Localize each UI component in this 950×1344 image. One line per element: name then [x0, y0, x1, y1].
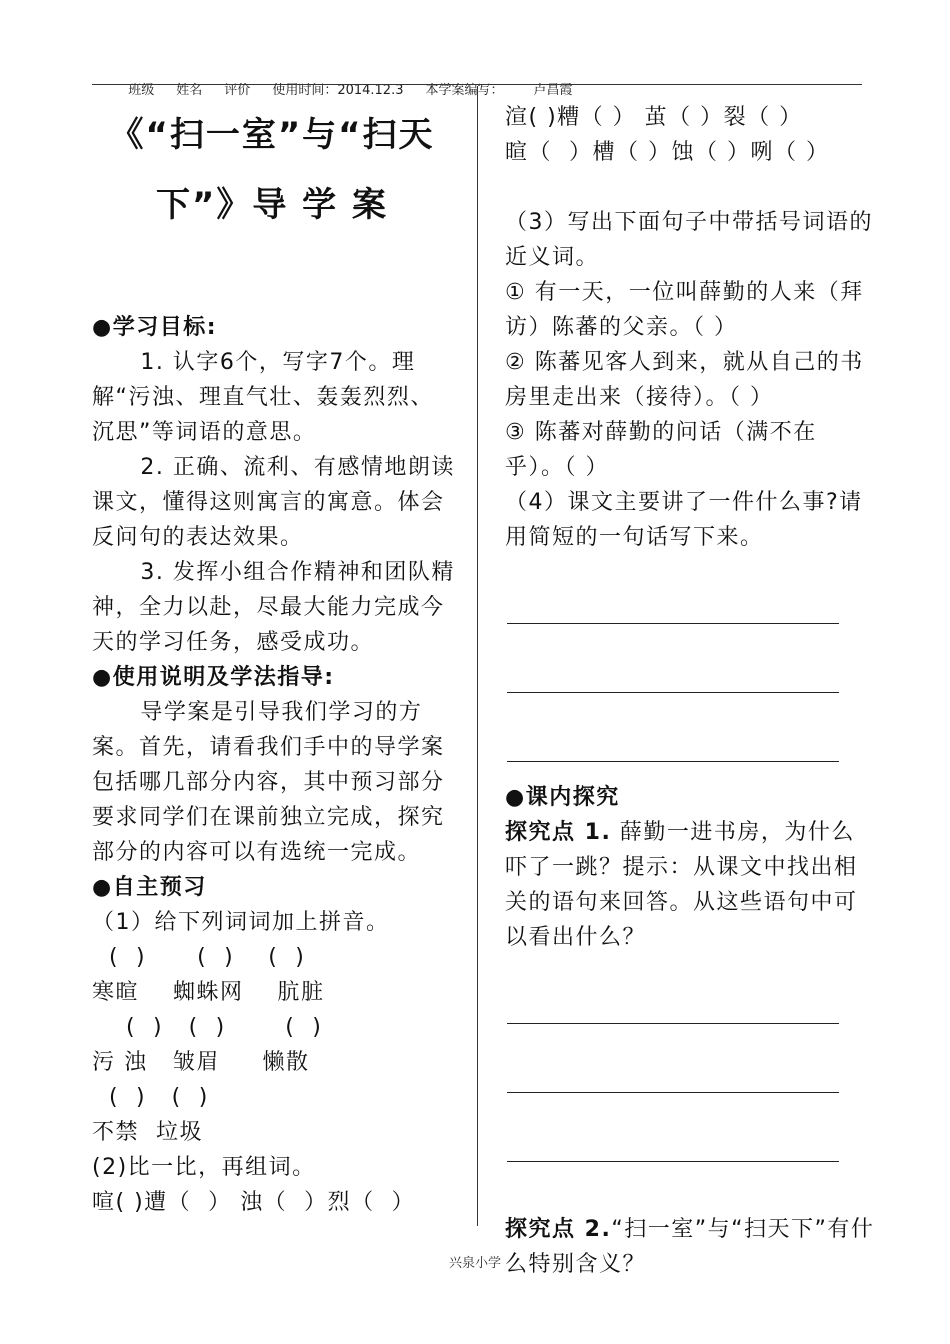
author-name: 卢昌霞 — [533, 83, 573, 98]
usage-date: 使用时间：2014.12.3 — [272, 83, 404, 98]
preview-heading: ●自主预习 — [92, 875, 207, 900]
goal-item-2: 2. 正确、流利、有感情地朗读课文，懂得这则寓言的寓意。体会反问句的表达效果。 — [92, 455, 455, 550]
left-column — [92, 100, 457, 1220]
explore-point-2 — [505, 1212, 875, 1282]
question-3-item-3: ③ 陈蕃对薛勤的问话（满不在乎）。（ ） — [505, 420, 817, 480]
preview-question-2: (2)比一比，再组词。 — [92, 1155, 316, 1180]
question-3-item-1: ① 有一天，一位叫薛勤的人来（拜访）陈蕃的父亲。（ ） — [505, 280, 864, 340]
goal-item-3: 3. 发挥小组合作精神和团队精神，全力以赴，尽最大能力完成今天的学习任务，感受成功。 — [92, 560, 455, 655]
title-line-2: 下”》导 学 案 — [155, 185, 389, 225]
footer-school: 兴泉小学 — [448, 1256, 501, 1271]
page-header — [120, 64, 880, 98]
compare-row-3: 暄（ ）槽（ ）蚀（ ）咧（ ） — [505, 140, 830, 165]
words-row-2: 污 浊 皱眉 懒散 — [92, 1050, 310, 1075]
right-column — [505, 100, 875, 1282]
guide-heading: ●使用说明及学法指导: — [92, 665, 335, 690]
explore-heading: ●课内探究 — [505, 785, 620, 810]
explore-point-1-text: 薛勤一进书房，为什么吓了一跳？提示：从课文中找出相关的语句来回答。从这些语句中可以看出什么？ — [505, 820, 858, 950]
author-label: 本学案编写： — [425, 83, 504, 98]
explore-point-1-label: 探究点 1. — [505, 820, 612, 845]
pinyin-blanks-row-1: ( ) ( ) ( ) — [92, 945, 306, 970]
words-row-3: 不禁 垃圾 — [92, 1120, 203, 1145]
question-3-prompt: （3）写出下面句子中带括号词语的近义词。 — [505, 210, 873, 270]
question-3-item-2: ② 陈蕃见客人到来，就从自己的书房里走出来（接待）。（ ） — [505, 350, 864, 410]
preview-question-1: （1）给下列词词加上拼音。 — [92, 910, 390, 935]
page-title — [102, 100, 442, 240]
guide-text: 导学案是引导我们学习的方案。首先，请看我们手中的导学案包括哪几部分内容，其中预习部分要求同学们在课前独立完成，探究部分的内容可以有选统一完成。 — [92, 700, 445, 865]
goal-item-1: 1. 认字6个，写字7个。理解“污浊、理直气壮、轰轰烈烈、沉思”等词语的意思。 — [92, 350, 434, 445]
title-line-1: 《“扫一室”与“扫天 — [109, 115, 435, 155]
pinyin-blanks-row-2: ( ) ( ) ( ) — [92, 1015, 323, 1040]
evaluation-label: 评价 — [224, 83, 251, 98]
header-rule — [92, 84, 862, 85]
explore-point-1 — [505, 815, 875, 955]
words-row-1: 寒暄 蜘蛛网 肮脏 — [92, 980, 325, 1005]
pinyin-blanks-row-3: ( ) ( ) — [92, 1085, 209, 1110]
name-label: 姓名 — [176, 83, 203, 98]
explore-point-2-label: 探究点 2. — [505, 1217, 612, 1242]
goals-heading: ●学习目标: — [92, 315, 217, 340]
column-divider — [477, 86, 478, 1226]
question-4-prompt: （4）课文主要讲了一件什么事?请用简短的一句话写下来。 — [505, 490, 863, 550]
class-label: 班级 — [128, 83, 155, 98]
explore-point-2-text: “扫一室”与“扫天下”有什么特别含义？ — [505, 1217, 875, 1277]
compare-row-2: 渲( )糟（ ） 茧（ ）裂（ ） — [505, 105, 803, 130]
compare-row-1: 喧( )遭（ ） 浊（ ）烈（ ） — [92, 1190, 416, 1215]
